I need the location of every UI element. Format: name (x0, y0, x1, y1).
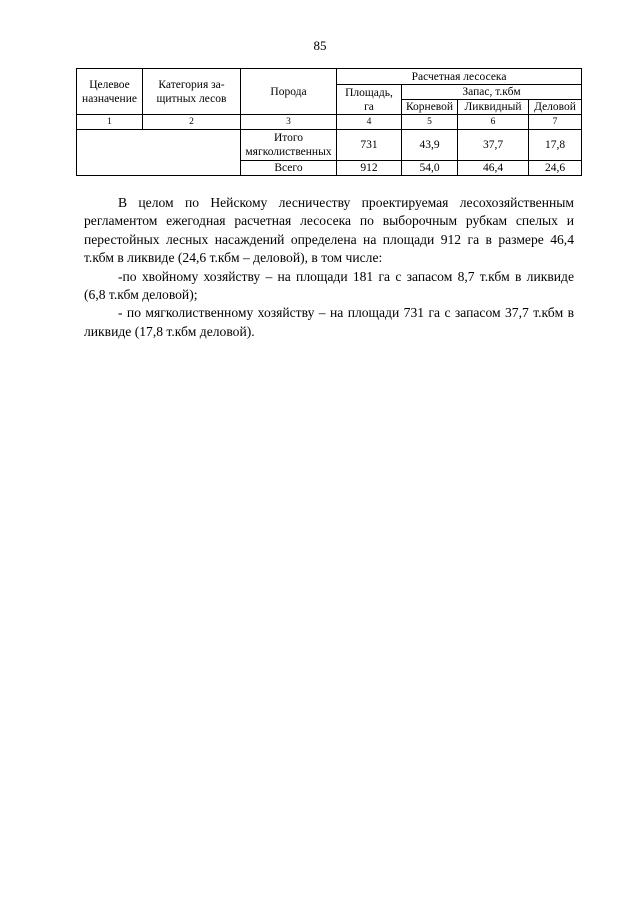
paragraph: - по мягколиственному хозяйству – на площади 731 га с запасом 37,7 т.кбм в ликвиде (17,8 т.кбм деловой). (84, 305, 574, 339)
species-cell: Итого мягколиственных (241, 130, 337, 161)
header-protection-category: Категория за- щитных лесов (143, 69, 241, 115)
area-cell: 912 (337, 161, 402, 176)
header-business-stock: Деловой (529, 100, 582, 115)
paragraph: -по хвойному хозяйству – на площади 181 га с запасом 8,7 т.кбм в ликвиде (6,8 т.кбм деловой); (84, 268, 574, 303)
column-number: 6 (458, 115, 529, 130)
liquid-stock-cell: 37,7 (458, 130, 529, 161)
business-stock-cell: 24,6 (529, 161, 582, 176)
species-cell: Всего (241, 161, 337, 176)
header-area: Площадь, га (337, 85, 402, 115)
liquid-stock-cell: 46,4 (458, 161, 529, 176)
column-number: 2 (143, 115, 241, 130)
header-estimated-cutting: Расчетная лесосека (337, 69, 582, 85)
business-stock-cell: 17,8 (529, 130, 582, 161)
column-number: 4 (337, 115, 402, 130)
root-stock-cell: 54,0 (402, 161, 458, 176)
header-purpose: Целевое назначение (77, 69, 143, 115)
forest-cutting-table (76, 68, 582, 176)
column-number: 5 (402, 115, 458, 130)
paragraph: В целом по Нейскому лесничеству проектируемая лесохозяйственным регламентом ежегодная расчетная лесосека по выборочным рубкам спелых и перестойных лесных насаждений определена на площади 912 га в размере 46,4 т.кбм в ликвиде (24,6 т.кбм – деловой), в том числе: (84, 195, 574, 266)
column-number: 1 (77, 115, 143, 130)
header-species: Порода (241, 69, 337, 115)
header-stock: Запас, т.кбм (402, 85, 582, 100)
header-root-stock: Корневой (402, 100, 458, 115)
header-liquid-stock: Ликвидный (458, 100, 529, 115)
page-number: 85 (313, 38, 327, 53)
table-row (77, 130, 582, 161)
area-cell: 731 (337, 130, 402, 161)
column-number-row (77, 115, 582, 130)
table-header-row (77, 69, 582, 85)
empty-cell (77, 130, 241, 176)
column-number: 3 (241, 115, 337, 130)
column-number: 7 (529, 115, 582, 130)
root-stock-cell: 43,9 (402, 130, 458, 161)
body-text (84, 194, 574, 341)
